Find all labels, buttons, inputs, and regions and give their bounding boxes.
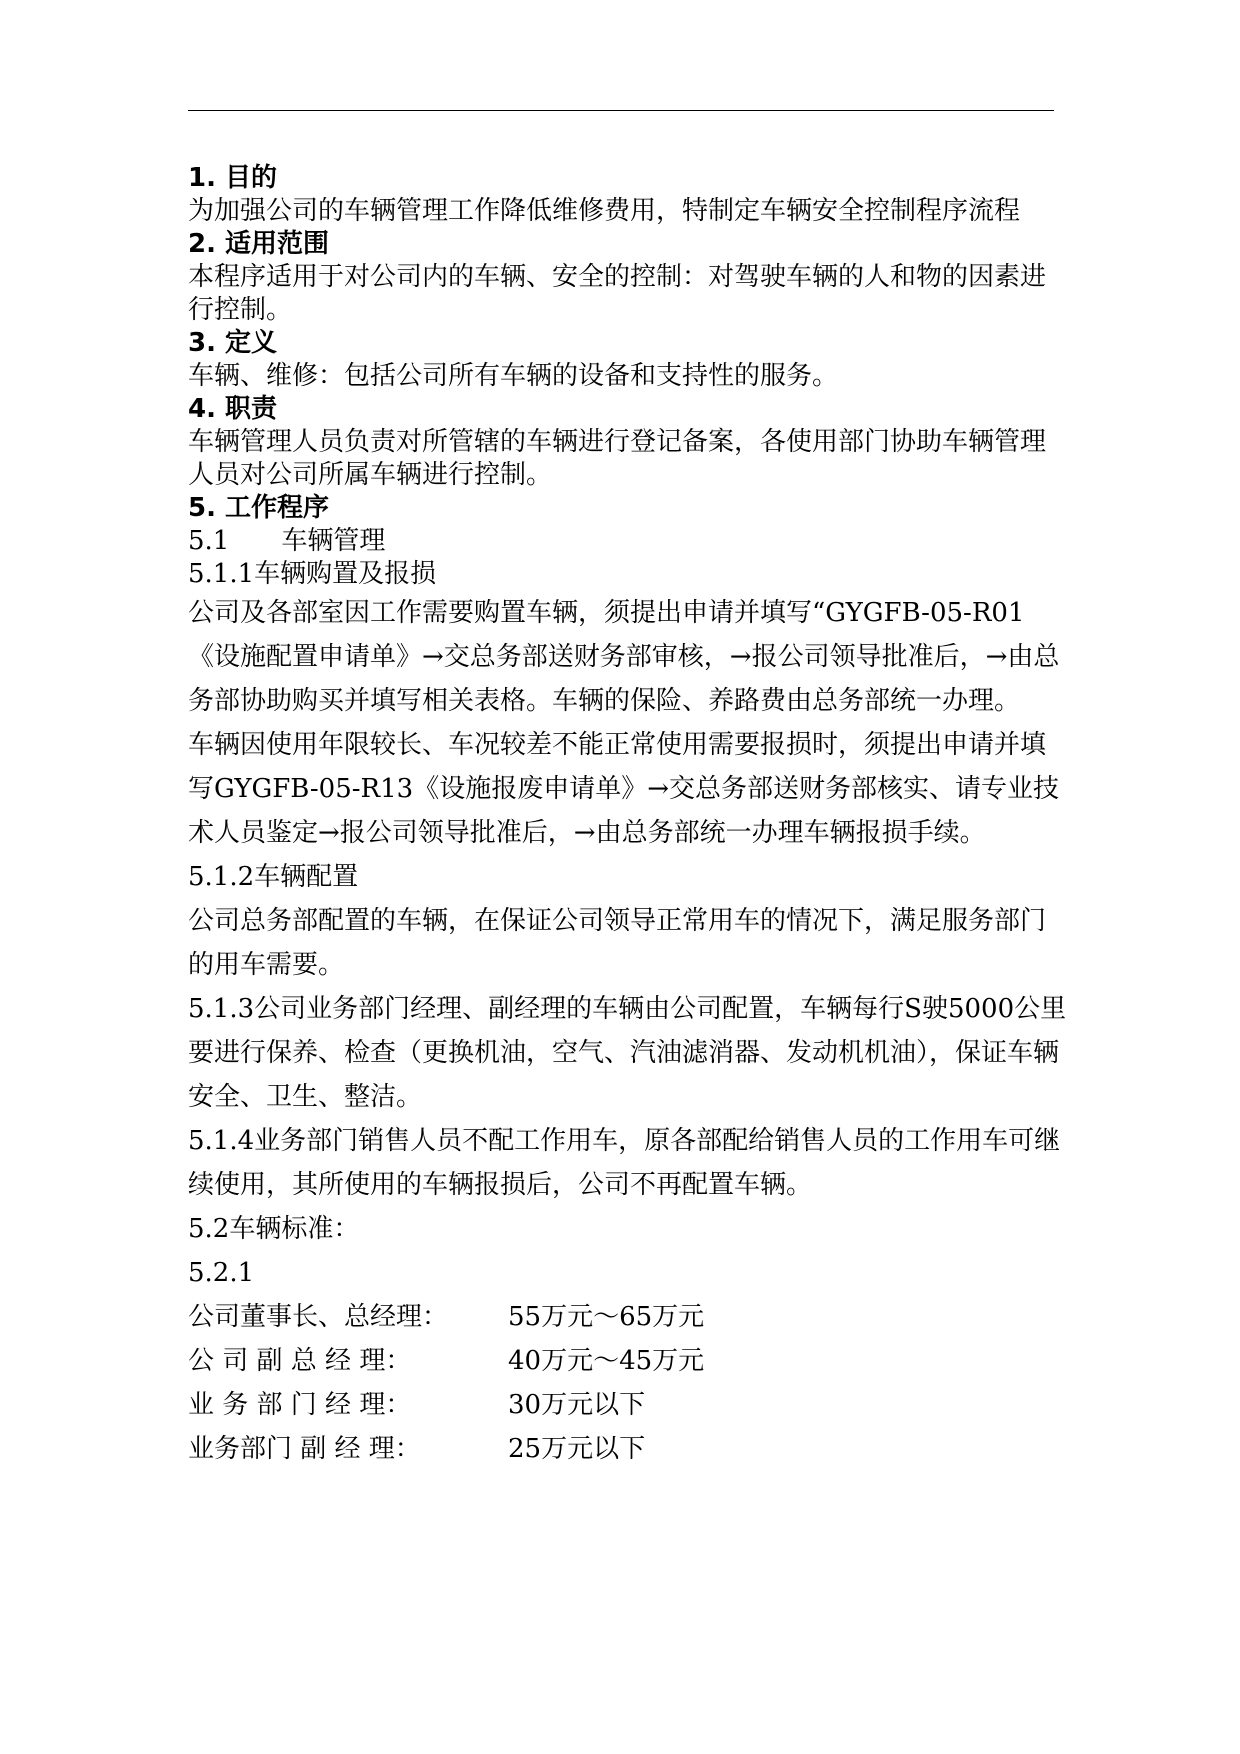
section-heading-definition: 3. 定义 — [188, 328, 278, 358]
standard-row — [188, 1427, 1068, 1471]
standard-value: 40万元～45万元 — [508, 1346, 705, 1376]
standard-value: 30万元以下 — [508, 1390, 646, 1420]
vehicle-standards-list — [188, 1295, 1068, 1471]
section-heading-responsibility: 4. 职责 — [188, 394, 278, 424]
header-rule — [188, 110, 1054, 111]
paragraph-vehicle-purchase: 公司及各部室因工作需要购置车辆，须提出申请并填写“GYGFB-05-R01《设施配置申请单》→交总务部送财务部审核，→报公司领导批准后，→由总务部协助购买并填写相关表格。车辆的保险、养路费由总务部统一办理。 — [188, 598, 1060, 716]
section-heading-scope: 2. 适用范围 — [188, 229, 330, 259]
standard-role: 公 司 副 总 经 理： — [188, 1346, 412, 1376]
subsection-5-1-2: 5.1.2车辆配置 — [188, 862, 359, 892]
paragraph-5-1-3: 5.1.3公司业务部门经理、副经理的车辆由公司配置，车辆每行S驶5000公里要进行保养、检查（更换机油，空气、汽油滤消器、发动机机油），保证车辆安全、卫生、整洁。 — [188, 994, 1067, 1112]
section-body-definition: 车辆、维修：包括公司所有车辆的设备和支持性的服务。 — [188, 361, 839, 391]
paragraph-5-1-4: 5.1.4业务部门销售人员不配工作用车，原各部配给销售人员的工作用车可继续使用，其所使用的车辆报损后，公司不再配置车辆。 — [188, 1126, 1061, 1200]
standard-role: 业 务 部 门 经 理： — [188, 1390, 412, 1420]
section-heading-procedure: 5. 工作程序 — [188, 493, 330, 523]
paragraph-vehicle-scrap: 车辆因使用年限较长、车况较差不能正常使用需要报损时，须提出申请并填写GYGFB-05-R13《设施报废申请单》→交总务部送财务部核实、请专业技术人员鉴定→报公司领导批准后，→由总务部统一办理车辆报损手续。 — [188, 730, 1059, 848]
subsection-5-1: 5.1 车辆管理 — [188, 526, 386, 556]
section-body-purpose: 为加强公司的车辆管理工作降低维修费用，特制定车辆安全控制程序流程 — [188, 196, 1021, 226]
standard-row — [188, 1295, 1068, 1339]
standard-value: 25万元以下 — [508, 1434, 646, 1464]
section-body-responsibility: 车辆管理人员负责对所管辖的车辆进行登记备案，各使用部门协助车辆管理人员对公司所属车辆进行控制。 — [188, 427, 1047, 490]
standard-value: 55万元～65万元 — [508, 1302, 705, 1332]
standard-row — [188, 1339, 1068, 1383]
subsection-5-1-1: 5.1.1车辆购置及报损 — [188, 559, 437, 589]
document-content — [188, 162, 1068, 1471]
section-heading-purpose: 1. 目的 — [188, 163, 278, 193]
paragraph-vehicle-allocation: 公司总务部配置的车辆，在保证公司领导正常用车的情况下，满足服务部门的用车需要。 — [188, 906, 1047, 980]
subsection-5-2: 5.2车辆标准： — [188, 1214, 360, 1244]
standard-role: 公司董事长、总经理： — [188, 1302, 449, 1332]
standard-role: 业务部门 副 经 理： — [188, 1434, 421, 1464]
standard-row — [188, 1383, 1068, 1427]
section-body-scope: 本程序适用于对公司内的车辆、安全的控制：对驾驶车辆的人和物的因素进行控制。 — [188, 262, 1047, 325]
subsection-5-2-1: 5.2.1 — [188, 1258, 255, 1288]
